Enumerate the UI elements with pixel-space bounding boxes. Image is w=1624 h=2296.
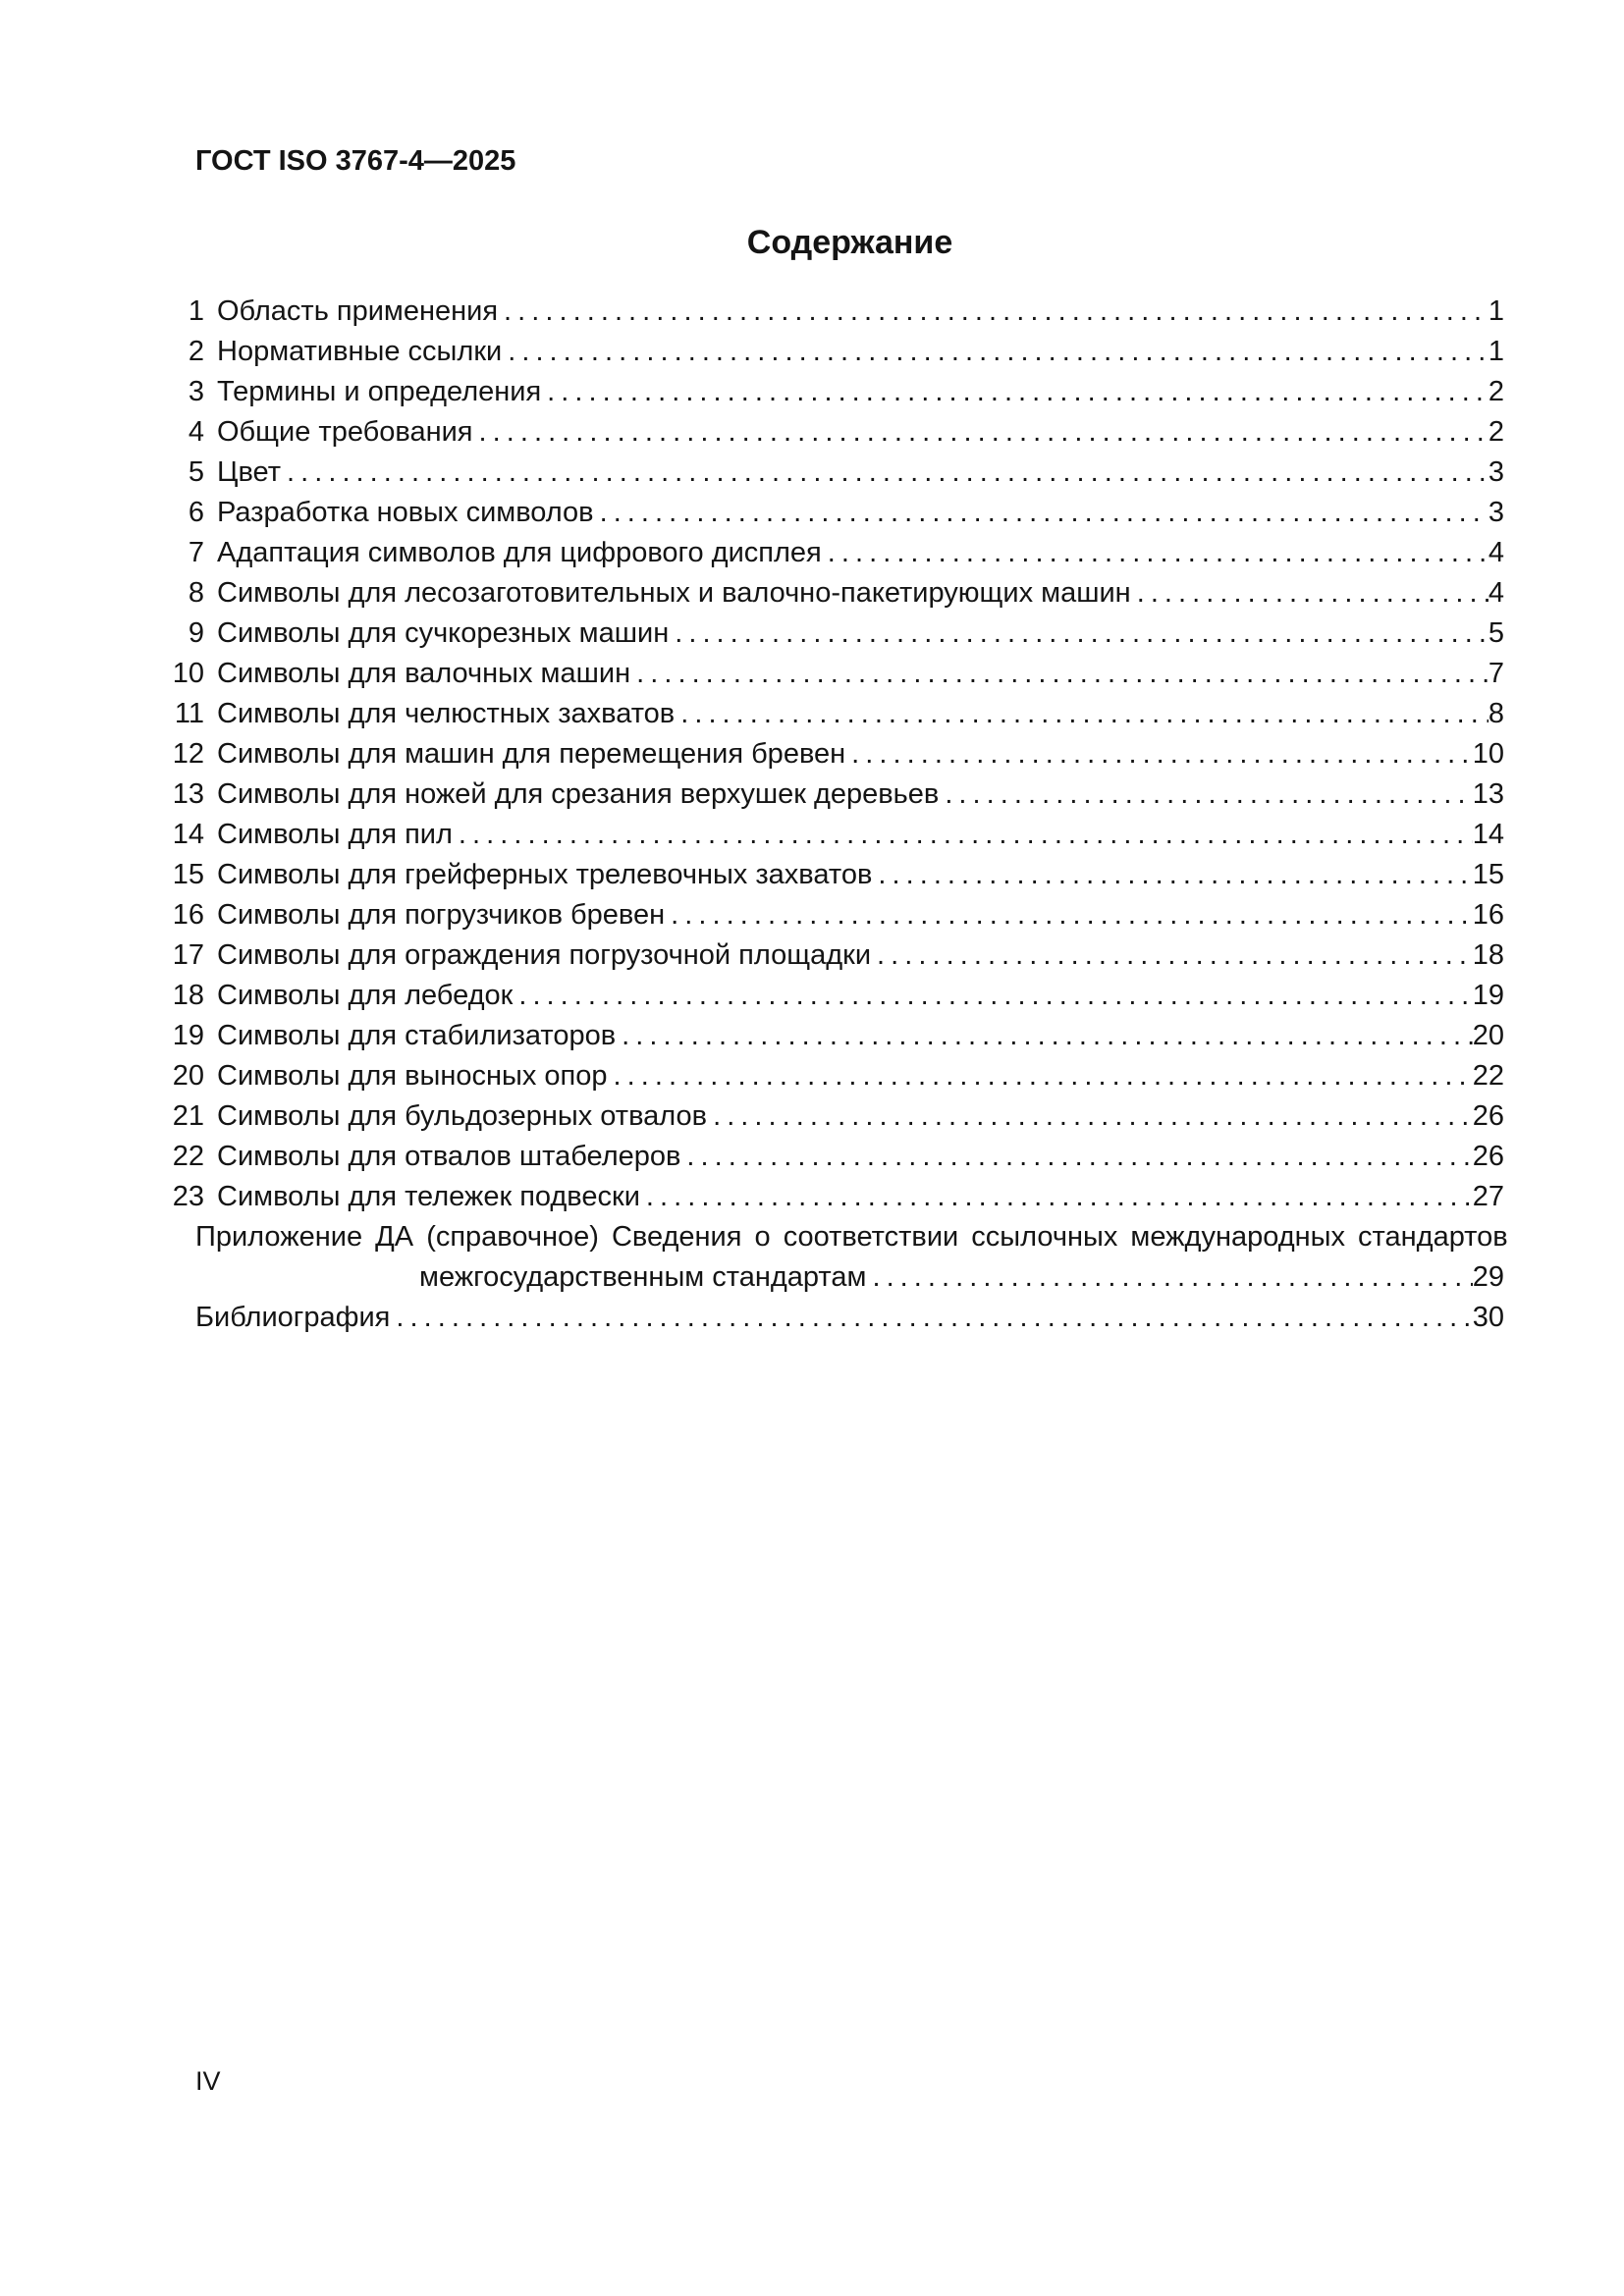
toc-entry-number: 23 xyxy=(172,1181,204,1212)
dot-leader xyxy=(453,815,1473,855)
toc-entry-page-number: 18 xyxy=(1472,939,1504,971)
toc-entry-number: 1 xyxy=(188,295,204,327)
dot-leader xyxy=(616,1016,1473,1056)
dot-leader xyxy=(541,372,1489,412)
toc-entry-title: Символы для ножей для срезания верхушек деревьев xyxy=(217,778,940,810)
toc-entry-page-number: 22 xyxy=(1472,1060,1504,1092)
dot-leader xyxy=(845,734,1473,774)
toc-entry-title: Разработка новых символов xyxy=(217,497,594,528)
dot-leader xyxy=(707,1096,1473,1137)
toc-entry-row xyxy=(167,855,1504,895)
toc-entry-title: Общие требования xyxy=(217,416,473,448)
toc-entry-row xyxy=(167,453,1504,493)
toc-entry-title: Термины и определения xyxy=(217,376,542,407)
appendix-page-number: 29 xyxy=(1472,1261,1504,1293)
toc-entry-page-number: 4 xyxy=(1488,577,1504,609)
toc-entry-title: Область применения xyxy=(217,295,499,327)
appendix-title-line2-row xyxy=(419,1257,1504,1298)
dot-leader xyxy=(939,774,1472,815)
toc-entry-page-number: 15 xyxy=(1472,859,1504,890)
appendix-title-line2: межгосударственным стандартам xyxy=(419,1261,867,1293)
toc-entry-page-number: 8 xyxy=(1488,698,1504,729)
toc-entry-title: Символы для пил xyxy=(217,819,453,850)
dot-leader xyxy=(669,614,1489,654)
toc-entry-number: 10 xyxy=(172,658,204,689)
toc-entry-title: Символы для челюстных захватов xyxy=(217,698,676,729)
bibliography-title: Библиография xyxy=(195,1302,391,1333)
dot-leader xyxy=(607,1056,1472,1096)
dot-leader xyxy=(680,1137,1472,1177)
dot-leader xyxy=(866,1257,1472,1298)
toc-appendix-entry xyxy=(167,1217,1508,1298)
toc-entry-list xyxy=(167,292,1504,1217)
toc-entry-row xyxy=(167,533,1504,573)
toc-entry-number: 16 xyxy=(172,899,204,931)
toc-entry-page-number: 7 xyxy=(1488,658,1504,689)
dot-leader xyxy=(665,895,1473,935)
toc-entry-number: 13 xyxy=(172,778,204,810)
toc-entry-page-number: 26 xyxy=(1472,1100,1504,1132)
toc-entry-page-number: 4 xyxy=(1488,537,1504,568)
page-title: Содержание xyxy=(746,224,953,261)
appendix-title-line1: Приложение ДА (справочное) Сведения о соответствии ссылочных международных стандартов xyxy=(195,1221,1508,1253)
toc-entry-number: 17 xyxy=(172,939,204,971)
toc-entry-number: 12 xyxy=(172,738,204,770)
toc-entry-number: 15 xyxy=(172,859,204,890)
toc-entry-row xyxy=(167,815,1504,855)
toc-entry-title: Символы для лесозаготовительных и валочно-пакетирующих машин xyxy=(217,577,1131,609)
table-of-contents xyxy=(167,292,1508,1338)
toc-entry-number: 11 xyxy=(174,698,204,729)
toc-entry-row xyxy=(167,1056,1504,1096)
dot-leader xyxy=(872,855,1472,895)
toc-entry-title: Символы для выносных опор xyxy=(217,1060,608,1092)
toc-entry-page-number: 20 xyxy=(1472,1020,1504,1051)
toc-entry-row xyxy=(167,1096,1504,1137)
toc-entry-number: 22 xyxy=(172,1141,204,1172)
toc-entry-number: 19 xyxy=(172,1020,204,1051)
toc-entry-title: Символы для сучкорезных машин xyxy=(217,617,670,649)
toc-entry-number: 4 xyxy=(188,416,204,448)
toc-entry-page-number: 2 xyxy=(1488,376,1504,407)
dot-leader xyxy=(594,493,1489,533)
toc-entry-title: Символы для отвалов штабелеров xyxy=(217,1141,681,1172)
toc-entry-row xyxy=(167,895,1504,935)
dot-leader xyxy=(1131,573,1489,614)
toc-entry-title: Символы для тележек подвески xyxy=(217,1181,640,1212)
toc-entry-page-number: 13 xyxy=(1472,778,1504,810)
toc-entry-row xyxy=(167,935,1504,976)
toc-entry-page-number: 3 xyxy=(1488,497,1504,528)
toc-entry-title: Символы для грейферных трелевочных захватов xyxy=(217,859,873,890)
toc-entry-title: Символы для стабилизаторов xyxy=(217,1020,617,1051)
toc-entry-page-number: 14 xyxy=(1472,819,1504,850)
toc-entry-page-number: 19 xyxy=(1472,980,1504,1011)
dot-leader xyxy=(630,654,1489,694)
toc-entry-page-number: 5 xyxy=(1488,617,1504,649)
toc-entry-row xyxy=(167,1016,1504,1056)
toc-entry-row xyxy=(167,1177,1504,1217)
toc-entry-page-number: 2 xyxy=(1488,416,1504,448)
dot-leader xyxy=(281,453,1489,493)
toc-entry-title: Символы для машин для перемещения бревен xyxy=(217,738,846,770)
toc-entry-title: Символы для валочных машин xyxy=(217,658,631,689)
bibliography-page-number: 30 xyxy=(1472,1302,1504,1333)
toc-entry-row xyxy=(167,1137,1504,1177)
toc-entry-row xyxy=(167,734,1504,774)
toc-entry-page-number: 3 xyxy=(1488,456,1504,488)
toc-entry-number: 3 xyxy=(188,376,204,407)
toc-entry-row xyxy=(167,694,1504,734)
dot-leader xyxy=(675,694,1489,734)
toc-entry-row xyxy=(167,614,1504,654)
document-designation: ГОСТ ISO 3767-4—2025 xyxy=(195,145,516,177)
toc-entry-row xyxy=(167,372,1504,412)
dot-leader xyxy=(871,935,1473,976)
toc-entry-row xyxy=(167,976,1504,1016)
toc-entry-row xyxy=(167,332,1504,372)
toc-entry-page-number: 1 xyxy=(1488,336,1504,367)
toc-entry-number: 14 xyxy=(172,819,204,850)
toc-entry-number: 7 xyxy=(188,537,204,568)
toc-entry-title: Символы для бульдозерных отвалов xyxy=(217,1100,708,1132)
toc-entry-page-number: 1 xyxy=(1488,295,1504,327)
toc-entry-number: 20 xyxy=(172,1060,204,1092)
dot-leader xyxy=(822,533,1489,573)
toc-entry-row xyxy=(167,654,1504,694)
toc-entry-row xyxy=(167,774,1504,815)
toc-entry-title: Цвет xyxy=(217,456,281,488)
dot-leader xyxy=(498,292,1489,332)
toc-entry-row xyxy=(167,412,1504,453)
dot-leader xyxy=(502,332,1489,372)
toc-entry-number: 9 xyxy=(188,617,204,649)
toc-entry-row xyxy=(167,493,1504,533)
toc-entry-number: 6 xyxy=(188,497,204,528)
toc-entry-number: 8 xyxy=(188,577,204,609)
toc-entry-row xyxy=(167,573,1504,614)
toc-bibliography-entry xyxy=(195,1298,1504,1338)
toc-entry-number: 2 xyxy=(188,336,204,367)
dot-leader xyxy=(473,412,1489,453)
toc-entry-title: Символы для погрузчиков бревен xyxy=(217,899,666,931)
toc-entry-number: 5 xyxy=(188,456,204,488)
dot-leader xyxy=(513,976,1472,1016)
toc-entry-title: Символы для лебедок xyxy=(217,980,514,1011)
dot-leader xyxy=(640,1177,1473,1217)
toc-entry-page-number: 16 xyxy=(1472,899,1504,931)
toc-entry-title: Адаптация символов для цифрового дисплея xyxy=(217,537,822,568)
toc-entry-title: Символы для ограждения погрузочной площадки xyxy=(217,939,872,971)
dot-leader xyxy=(390,1298,1472,1338)
toc-entry-page-number: 27 xyxy=(1472,1181,1504,1212)
footer-page-number: IV xyxy=(195,2066,221,2096)
toc-entry-title: Нормативные ссылки xyxy=(217,336,503,367)
toc-entry-page-number: 10 xyxy=(1472,738,1504,770)
toc-entry-number: 18 xyxy=(172,980,204,1011)
toc-entry-row xyxy=(167,292,1504,332)
toc-entry-page-number: 26 xyxy=(1472,1141,1504,1172)
toc-entry-number: 21 xyxy=(172,1100,204,1132)
